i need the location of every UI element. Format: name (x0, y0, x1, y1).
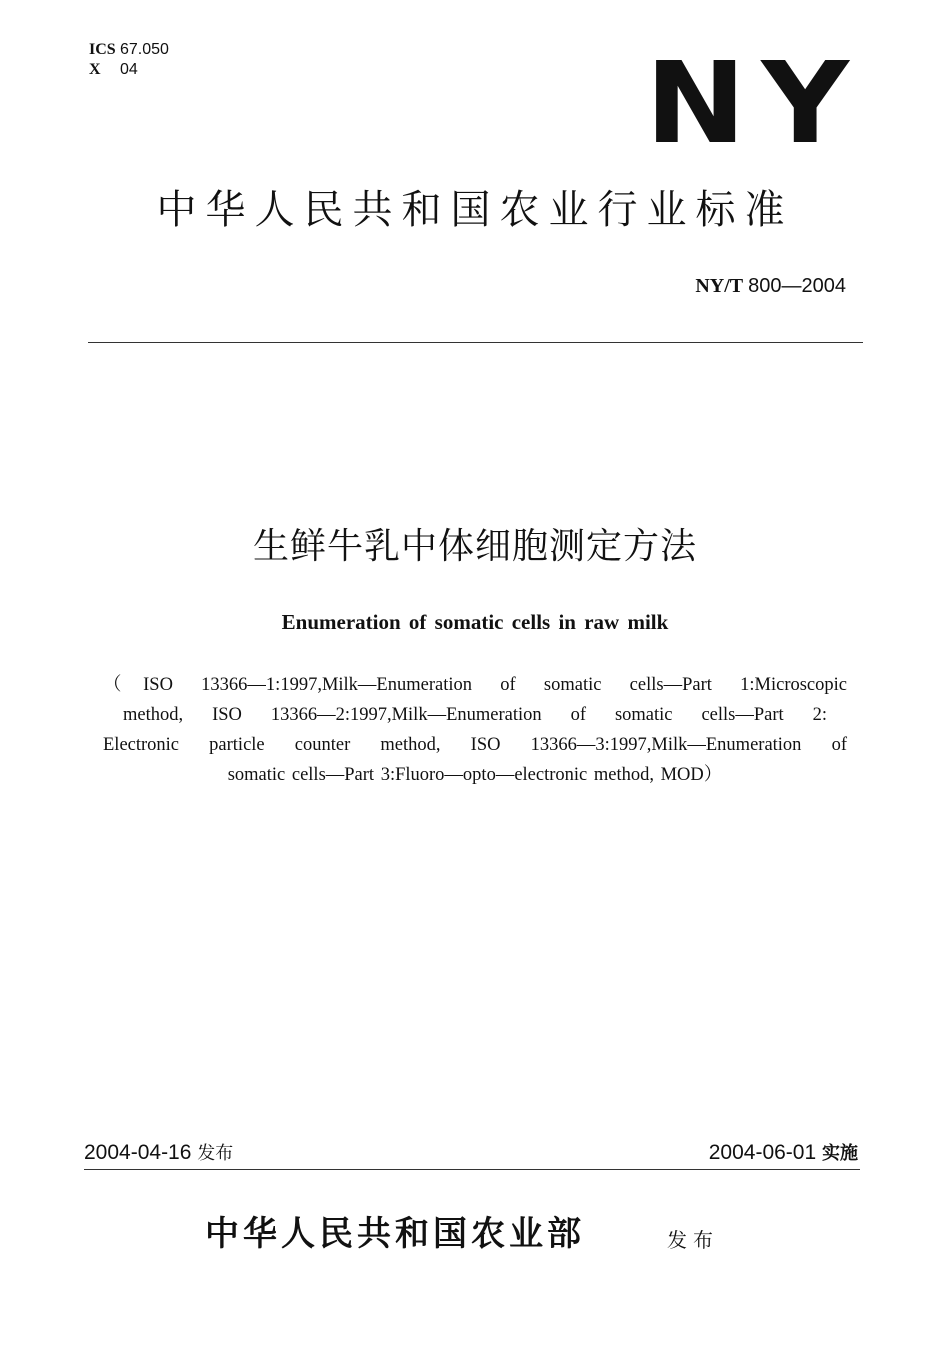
ny-logo: NY (645, 39, 865, 169)
class-value: 04 (120, 61, 138, 78)
chinese-title: 生鲜牛乳中体细胞测定方法 (252, 526, 697, 567)
iso-reference-line: somatic cells—Part 3:Fluoro—opto—electronic method, MOD） (227, 765, 723, 785)
class-label: X (89, 61, 101, 78)
issue-date: 2004-04-16 (84, 1141, 192, 1164)
iso-reference-line: （ISO 13366—1:1997,Milk—Enumeration of somatic cells—Part 1:Microscopic (103, 675, 847, 695)
implementation-date-block (709, 1140, 858, 1167)
english-title: Enumeration of somatic cells in raw milk (281, 610, 669, 634)
issue-label: 发布 (197, 1143, 234, 1164)
standard-number (695, 274, 846, 298)
publisher-name: 中华人民共和国农业部 (205, 1214, 585, 1254)
iso-reference (103, 670, 847, 790)
ics-value: 67.050 (120, 41, 169, 58)
ics-label: ICS (89, 41, 116, 58)
ics-row (89, 40, 169, 60)
issue-date-block (84, 1140, 233, 1167)
standard-number-prefix: NY/T (695, 275, 744, 297)
classification-codes (89, 40, 169, 80)
divider-top (88, 342, 863, 343)
iso-reference-line: Electronic particle counter method, ISO 13366—3:1997,Milk—Enumeration of (103, 735, 847, 755)
publisher-suffix: 发布 (667, 1228, 719, 1252)
class-row (89, 60, 169, 80)
divider-bottom (84, 1169, 860, 1170)
standard-number-value: 800—2004 (748, 275, 846, 297)
implementation-date: 2004-06-01 (708, 1141, 817, 1164)
implementation-label: 实施 (822, 1143, 858, 1164)
iso-reference-line: method, ISO 13366—2:1997,Milk—Enumeration of somatic cells—Part 2: (123, 705, 827, 725)
org-title: 中华人民共和国农业行业标准 (156, 187, 794, 233)
